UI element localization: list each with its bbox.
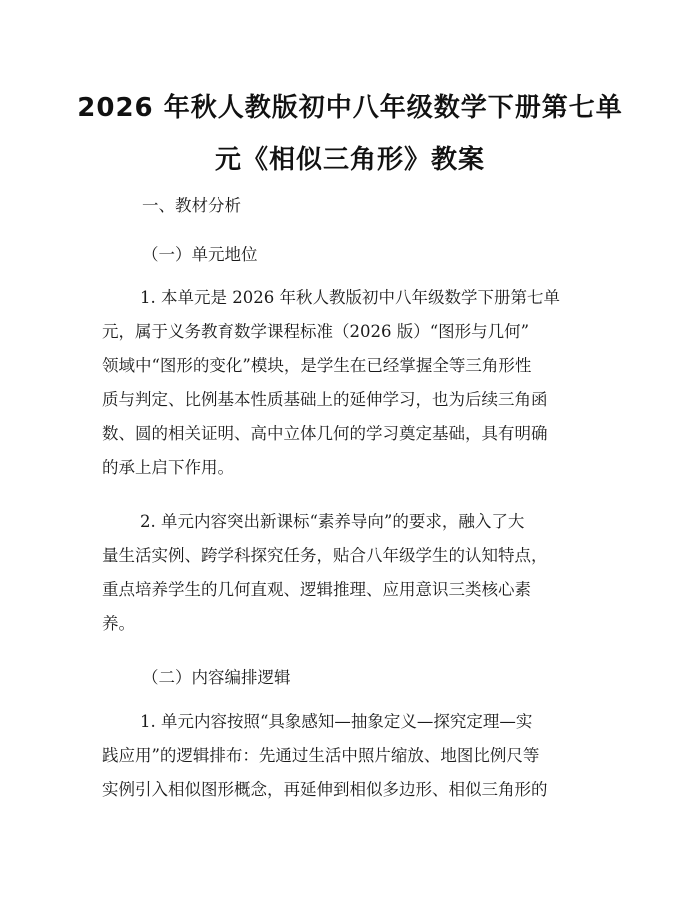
paragraph-line: 践应用”的逻辑排布：先通过生活中照片缩放、地图比例尺等 <box>102 746 540 765</box>
document-title-line-2: 元《相似三角形》教案 <box>214 145 485 175</box>
paragraph-line: 质与判定、比例基本性质基础上的延伸学习，也为后续三角函 <box>102 390 548 409</box>
paragraph-line: 1. 本单元是 2026 年秋人教版初中八年级数学下册第七单 <box>140 288 560 307</box>
subsection-heading-content-logic: （二）内容编排逻辑 <box>142 668 291 687</box>
paragraph-line: 数、圆的相关证明、高中立体几何的学习奠定基础，具有明确 <box>102 424 548 443</box>
document-title-line-1: 2026 年秋人教版初中八年级数学下册第七单 <box>77 93 623 123</box>
paragraph-content-logic-1 <box>102 705 602 807</box>
section-heading-textbook-analysis: 一、教材分析 <box>142 196 241 215</box>
paragraph-line: 的承上启下作用。 <box>102 458 234 477</box>
paragraph-line: 元，属于义务教育数学课程标准（2026 版）“图形与几何” <box>102 322 530 341</box>
paragraph-line: 1. 单元内容按照“具象感知—抽象定义—探究定理—实 <box>140 712 533 731</box>
paragraph-line: 2. 单元内容突出新课标“素养导向”的要求，融入了大 <box>140 512 525 531</box>
paragraph-line: 实例引入相似图形概念，再延伸到相似多边形、相似三角形的 <box>102 780 548 799</box>
paragraph-line: 养。 <box>102 614 135 633</box>
paragraph-line: 重点培养学生的几何直观、逻辑推理、应用意识三类核心素 <box>102 580 531 599</box>
paragraph-unit-position-1 <box>102 281 602 485</box>
subsection-heading-unit-position: （一）单元地位 <box>142 245 258 264</box>
paragraph-line: 量生活实例、跨学科探究任务，贴合八年级学生的认知特点， <box>102 546 548 565</box>
paragraph-line: 领域中“图形的变化”模块，是学生在已经掌握全等三角形性 <box>102 356 532 375</box>
paragraph-unit-position-2 <box>102 505 602 641</box>
